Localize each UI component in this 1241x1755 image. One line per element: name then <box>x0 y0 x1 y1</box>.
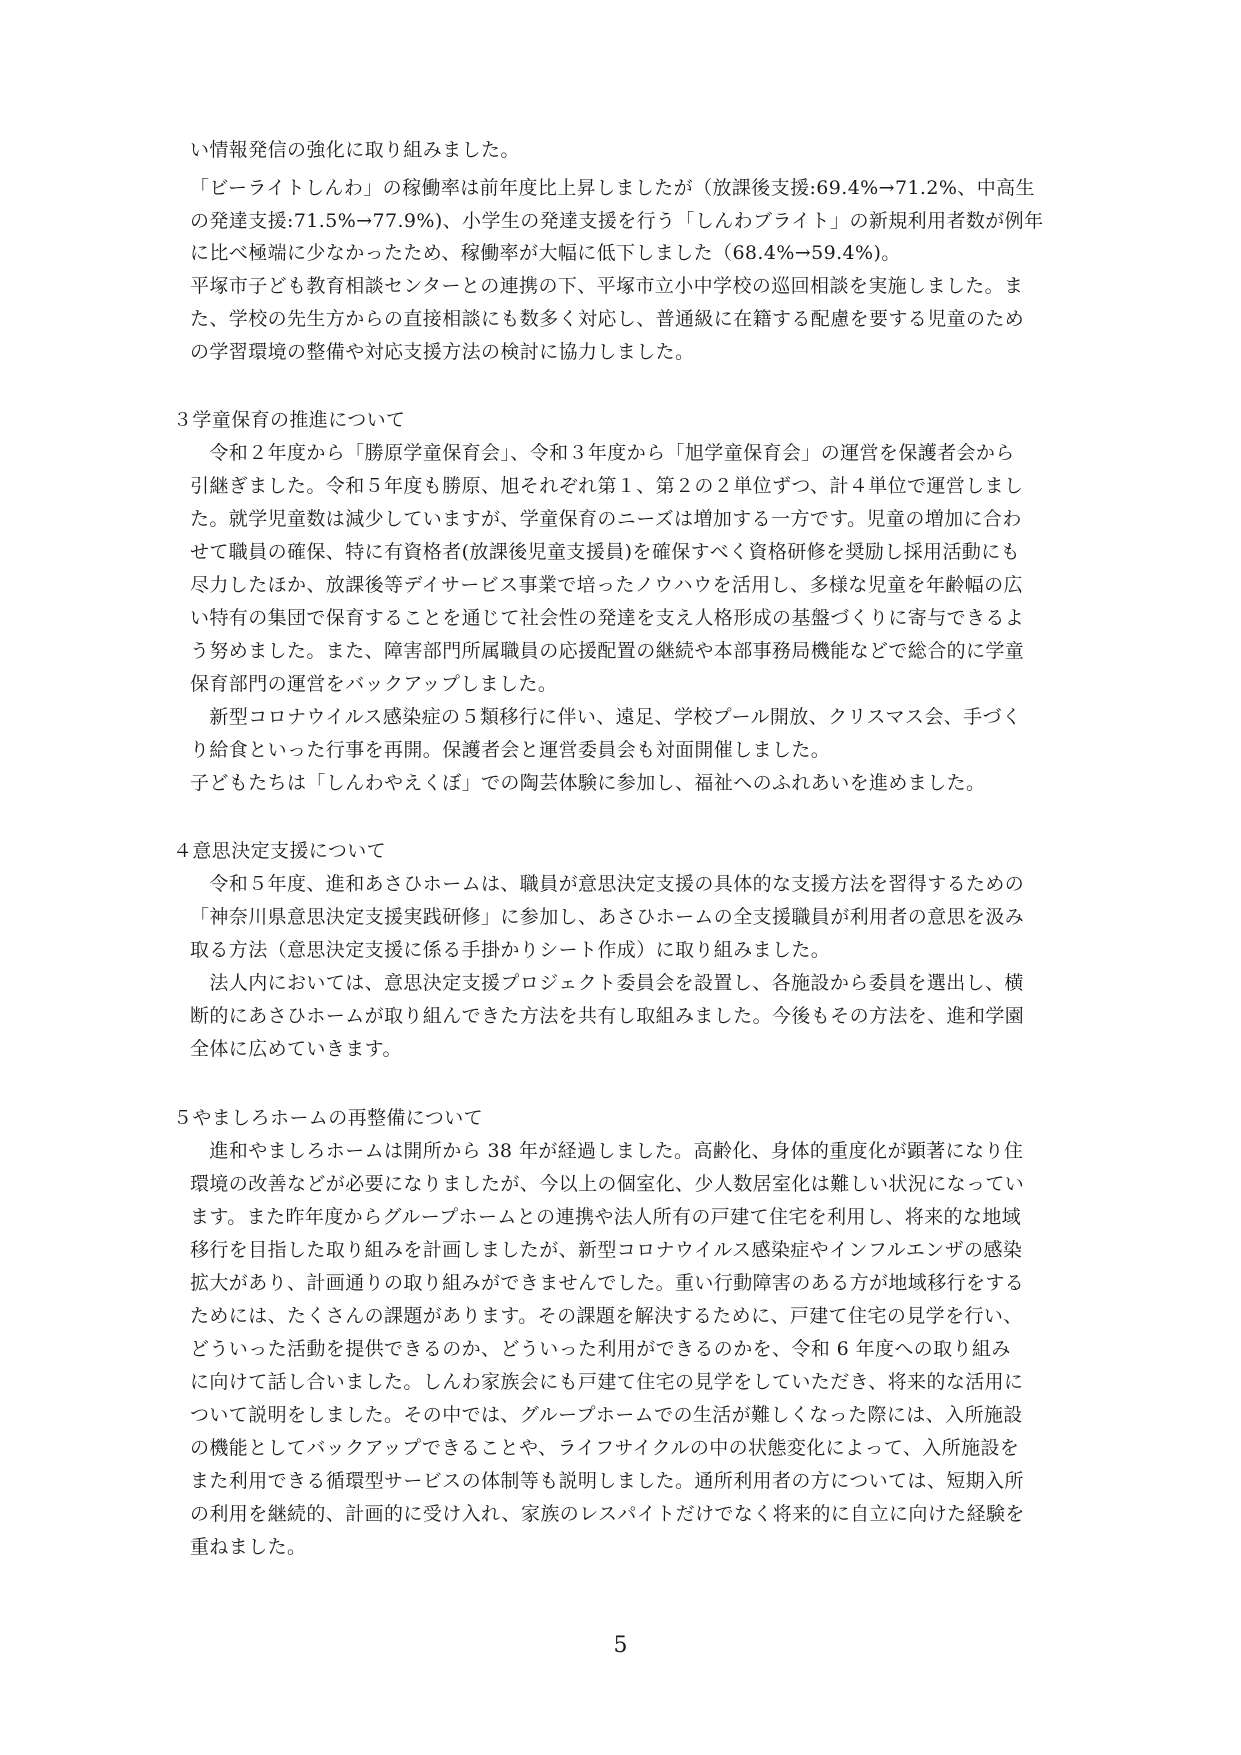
section-3-line-11: 子どもたちは「しんわやえくぼ」での陶芸体験に参加し、福祉へのふれあいを進めました。 <box>190 772 986 794</box>
section-5-line-13: 重ねました。 <box>190 1536 307 1558</box>
section-3-line-10: り給食といった行事を再開。保護者会と運営委員会も対面開催しました。 <box>190 739 831 761</box>
section-5-line-10: の機能としてバックアップできることや、ライフサイクルの中の状態変化によって、入所施設を <box>190 1437 1020 1459</box>
section-3-line-7: う努めました。また、障害部門所属職員の応援配置の継続や本部事務局機能などで総合的に学童 <box>190 640 1025 662</box>
section-5-line-11: また利用できる循環型サービスの体制等も説明しました。通所利用者の方については、短期入所 <box>190 1470 1024 1492</box>
section-5-line-6: ためには、たくさんの課題があります。その課題を解決するために、戸建て住宅の見学を行い、 <box>190 1305 1023 1327</box>
section-3-line-5: 尽力したほか、放課後等デイサービス事業で培ったノウハウを活用し、多様な児童を年齢幅の広 <box>190 574 1023 596</box>
intro-line-2: 「ビーライトしんわ」の稼働率は前年度比上昇しましたが（放課後支援:69.4%→71.2%、中高生 <box>190 177 1035 199</box>
intro-line-1: い情報発信の強化に取り組みました。 <box>190 139 520 161</box>
section-4-line-6: 全体に広めていきます。 <box>190 1038 402 1060</box>
section-5-line-5: 拡大があり、計画通りの取り組みができませんでした。重い行動障害のある方が地域移行をする <box>190 1272 1025 1294</box>
section-5-line-12: の利用を継続的、計画的に受け入れ、家族のレスパイトだけでなく将来的に自立に向けた経験を <box>190 1503 1025 1525</box>
intro-line-3: の発達支援:71.5%→77.9%)、小学生の発達支援を行う「しんわブライト」の新規利用者数が例年 <box>190 210 1044 232</box>
section-3-line-4: せて職員の確保、特に有資格者(放課後児童支援員)を確保すべく資格研修を奨励し採用活動にも <box>190 541 1021 563</box>
section-3-line-3: た。就学児童数は減少していますが、学童保育のニーズは増加する一方です。児童の増加に合わ <box>190 508 1022 530</box>
section-5-line-3: ます。また昨年度からグループホームとの連携や法人所有の戸建て住宅を利用し、将来的な地域 <box>190 1206 1022 1228</box>
section-5-line-2: 環境の改善などが必要になりましたが、今以上の個室化、少人数居室化は難しい状況になってい <box>190 1173 1025 1195</box>
section-3-line-1: 令和２年度から「勝原学童保育会」、令和３年度から「旭学童保育会」の運営を保護者会から <box>190 442 1015 464</box>
section-4-line-4: 法人内においては、意思決定支援プロジェクト委員会を設置し、各施設から委員を選出し、横 <box>190 972 1024 994</box>
section-3-line-6: い特有の集団で保育することを通じて社会性の発達を支え人格形成の基盤づくりに寄与できるよ <box>190 607 1025 629</box>
section-5-line-8: に向けて話し合いました。しんわ家族会にも戸建て住宅の見学をしていただき、将来的な活用に <box>190 1371 1024 1393</box>
section-5-line-9: ついて説明をしました。その中では、グループホームでの生活が難しくなった際には、入所施設 <box>190 1404 1023 1426</box>
section-4-line-5: 断的にあさひホームが取り組んできた方法を共有し取組みました。今後もその方法を、進和学園 <box>190 1005 1025 1027</box>
section-5-line-7: どういった活動を提供できるのか、どういった利用ができるのかを、令和 6 年度への取り組み <box>190 1338 1011 1360</box>
intro-line-5: 平塚市子ども教育相談センターとの連携の下、平塚市立小中学校の巡回相談を実施しました。ま <box>190 275 1024 297</box>
section-3-line-2: 引継ぎました。令和５年度も勝原、旭それぞれ第１、第２の２単位ずつ、計４単位で運営しまし <box>190 475 1024 497</box>
page-number: 5 <box>613 1633 628 1658</box>
section-5-line-1: 進和やましろホームは開所から 38 年が経過しました。高齢化、身体的重度化が顕著になり住 <box>190 1140 1024 1162</box>
section-4-line-2: 「神奈川県意思決定支援実践研修」に参加し、あさひホームの全支援職員が利用者の意思を汲み <box>190 906 1025 928</box>
section-3-line-9: 新型コロナウイルス感染症の５類移行に伴い、遠足、学校プール開放、クリスマス会、手づく <box>190 706 1022 728</box>
section-3-line-8: 保育部門の運営をバックアップしました。 <box>190 673 558 695</box>
intro-line-6: た、学校の先生方からの直接相談にも数多く対応し、普通級に在籍する配慮を要する児童のため <box>190 308 1025 330</box>
section-4-line-3: 取る方法（意思決定支援に係る手掛かりシート作成）に取り組みました。 <box>190 939 831 961</box>
section-5-heading: ５やましろホームの再整備について <box>173 1107 484 1129</box>
section-4-heading: ４意思決定支援について <box>173 840 387 862</box>
intro-line-7: の学習環境の整備や対応支援方法の検討に協力しました。 <box>190 341 695 363</box>
section-5-line-4: 移行を目指した取り組みを計画しましたが、新型コロナウイルス感染症やインフルエンザの感染 <box>190 1239 1023 1261</box>
intro-line-4: に比べ極端に少なかったため、稼働率が大幅に低下しました（68.4%→59.4%)。 <box>190 242 901 264</box>
section-4-line-1: 令和５年度、進和あさひホームは、職員が意思決定支援の具体的な支援方法を習得するための <box>190 873 1025 895</box>
section-3-heading: ３学童保育の推進について <box>173 409 406 431</box>
